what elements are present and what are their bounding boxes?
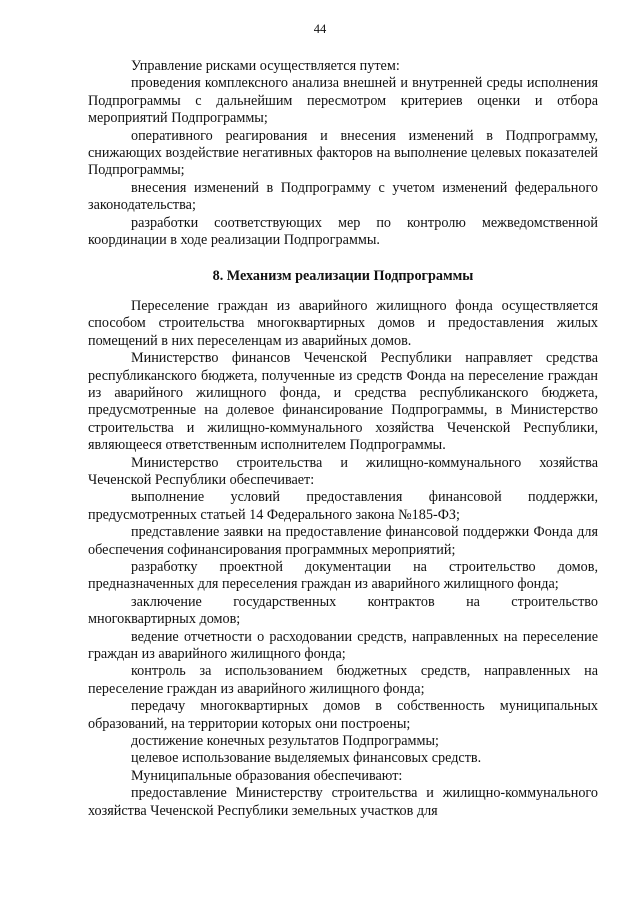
paragraph: передачу многоквартирных домов в собственность муниципальных образований, на территории которых они построены; <box>88 698 598 732</box>
paragraph: представление заявки на предоставление финансовой поддержки Фонда для обеспечения софинансирования программных мероприятий; <box>88 524 598 558</box>
paragraph: Министерство финансов Чеченской Республики направляет средства республиканского бюджета, полученные из средств Фонда на переселение граждан из аварийного жилищного фонда, и средства республиканского бюджета, предусмотренные на долевое финансирование Подпрограммы, в Министерство строительства и жилищно-коммунального хозяйства Чеченской Республики, являющееся ответственным исполнителем Подпрограммы. <box>88 350 598 454</box>
section-heading: 8. Механизм реализации Подпрограммы <box>212 268 474 285</box>
paragraph: предоставление Министерству строительства и жилищно-коммунального хозяйства Чеченской Республики земельных участков для <box>88 785 598 819</box>
paragraph: Управление рисками осуществляется путем: <box>131 58 400 74</box>
paragraph: проведения комплексного анализа внешней и внутренней среды исполнения Подпрограммы с дальнейшим пересмотром критериев оценки и отбора мероприятий Подпрограммы; <box>88 75 598 127</box>
page-number: 44 <box>313 22 327 36</box>
paragraph: оперативного реагирования и внесения изменений в Подпрограмму, снижающих воздействие негативных факторов на выполнение целевых показателей Подпрограммы; <box>88 127 598 179</box>
paragraph: Министерство строительства и жилищно-коммунального хозяйства Чеченской Республики обеспечивает: <box>88 454 598 488</box>
paragraph: Муниципальные образования обеспечивают: <box>131 767 403 784</box>
paragraph: ведение отчетности о расходовании средств, направленных на переселение граждан из аварийного жилищного фонда; <box>88 628 598 662</box>
document-body <box>88 58 598 820</box>
paragraph: внесения изменений в Подпрограмму с учетом изменений федерального законодательства; <box>88 179 598 214</box>
paragraph: целевое использование выделяемых финансовых средств. <box>131 750 482 767</box>
paragraph: контроль за использованием бюджетных средств, направленных на переселение граждан из аварийного жилищного фонда; <box>88 663 598 697</box>
paragraph: достижение конечных результатов Подпрограммы; <box>131 733 439 750</box>
paragraph: разработку проектной документации на строительство домов, предназначенных для переселения граждан из аварийного жилищного фонда; <box>88 558 598 593</box>
paragraph: выполнение условий предоставления финансовой поддержки, предусмотренных статьей 14 Федерального закона №185-ФЗ; <box>88 489 598 523</box>
paragraph: разработки соответствующих мер по контролю межведомственной координации в ходе реализации Подпрограммы. <box>88 214 598 249</box>
paragraph: Переселение граждан из аварийного жилищного фонда осуществляется способом строительства многоквартирных домов и предоставления жилых помещений в них переселенцам из аварийных домов. <box>88 297 598 349</box>
paragraph: заключение государственных контрактов на строительство многоквартирных домов; <box>88 593 598 628</box>
